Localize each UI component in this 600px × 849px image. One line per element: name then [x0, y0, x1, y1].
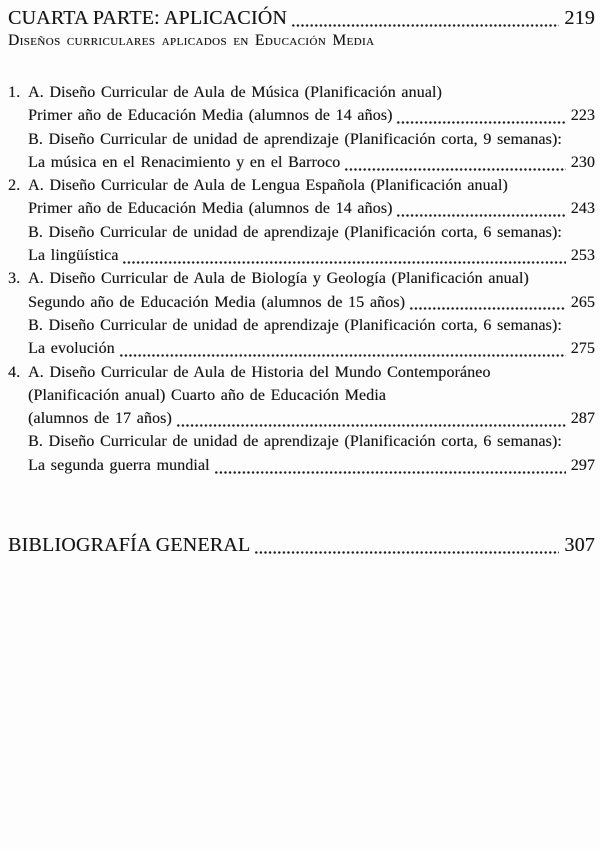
toc-entry-line [8, 151, 595, 174]
entry-text: La lingüística [28, 247, 119, 265]
entry-number: 1. [8, 84, 21, 101]
page-number: 243 [570, 200, 595, 218]
entry-number: 4. [8, 363, 21, 381]
part-page-number: 219 [564, 7, 595, 29]
section-subtitle: Diseños curriculares aplicados en Educación Media [8, 32, 375, 49]
entry-text: Primer año de Educación Media (alumnos de 14 años) [28, 200, 393, 218]
dot-leader [344, 167, 565, 172]
toc-entry-line [8, 337, 595, 360]
toc-entry-line [8, 267, 595, 290]
entry-number: 2. [8, 177, 21, 195]
toc-entry-line [8, 81, 595, 104]
entry-text: B. Diseño Curricular de unidad de aprendizaje (Planificación corta, 6 semanas): [28, 223, 562, 241]
toc-entries [8, 81, 595, 477]
toc-entry-line [8, 174, 595, 197]
entry-text: Segundo año de Educación Media (alumnos de 15 años) [28, 293, 406, 311]
toc-entry-line [8, 361, 595, 384]
entry-text: La evolución [28, 340, 115, 358]
dot-leader [122, 260, 565, 265]
toc-entry-line [8, 384, 595, 407]
dot-leader [291, 23, 559, 28]
page-number: 265 [570, 293, 595, 311]
page-number: 297 [570, 456, 595, 474]
toc-entry-line [8, 454, 595, 477]
entry-text: La segunda guerra mundial [28, 456, 210, 474]
part-header-row [8, 6, 595, 30]
toc-entry-line [8, 430, 595, 453]
entry-text: A. Diseño Curricular de Aula de Historia del Mundo Contemporáneo [28, 363, 491, 381]
entry-text: A. Diseño Curricular de Aula de Biología y Geología (Planificación anual) [28, 270, 529, 288]
entry-text: Primer año de Educación Media (alumnos de 14 años) [28, 107, 393, 125]
entry-number: 3. [8, 270, 21, 288]
entry-text: A. Diseño Curricular de Aula de Lengua Española (Planificación anual) [28, 177, 508, 195]
toc-entry-line [8, 314, 595, 337]
toc-entry-line [8, 291, 595, 314]
entry-text: (Planificación anual) Cuarto año de Educación Media [28, 386, 386, 404]
toc-entry-line [8, 104, 595, 127]
page-number: 230 [570, 153, 595, 171]
toc-entry-line [8, 128, 595, 151]
bibliography-row [8, 533, 595, 557]
bibliography-page-number: 307 [564, 534, 595, 557]
dot-leader [254, 550, 559, 555]
dot-leader [214, 470, 566, 475]
toc-entry-line [8, 197, 595, 220]
entry-text: B. Diseño Curricular de unidad de aprendizaje (Planificación corta, 6 semanas): [28, 433, 562, 451]
dot-leader [409, 306, 566, 311]
page-number: 275 [570, 340, 595, 358]
dot-leader [176, 423, 566, 428]
page-number: 223 [570, 107, 595, 125]
part-title: CUARTA PARTE: APLICACIÓN [8, 7, 287, 29]
toc-entry-line [8, 244, 595, 267]
bibliography-title: BIBLIOGRAFÍA GENERAL [8, 534, 251, 557]
toc-entry-line [8, 407, 595, 430]
entry-text: (alumnos de 17 años) [28, 410, 172, 428]
page-number: 253 [570, 247, 595, 265]
toc-entry-line [8, 221, 595, 244]
entry-text: A. Diseño Curricular de Aula de Música (Planificación anual) [28, 84, 442, 101]
entry-text: B. Diseño Curricular de unidad de aprendizaje (Planificación corta, 6 semanas): [28, 316, 562, 334]
page-number: 287 [570, 410, 595, 428]
entry-text: La música en el Renacimiento y en el Barroco [28, 153, 341, 171]
dot-leader [396, 120, 565, 125]
dot-leader [396, 213, 565, 218]
entry-text: B. Diseño Curricular de unidad de aprendizaje (Planificación corta, 9 semanas): [28, 130, 562, 148]
dot-leader [119, 353, 566, 358]
